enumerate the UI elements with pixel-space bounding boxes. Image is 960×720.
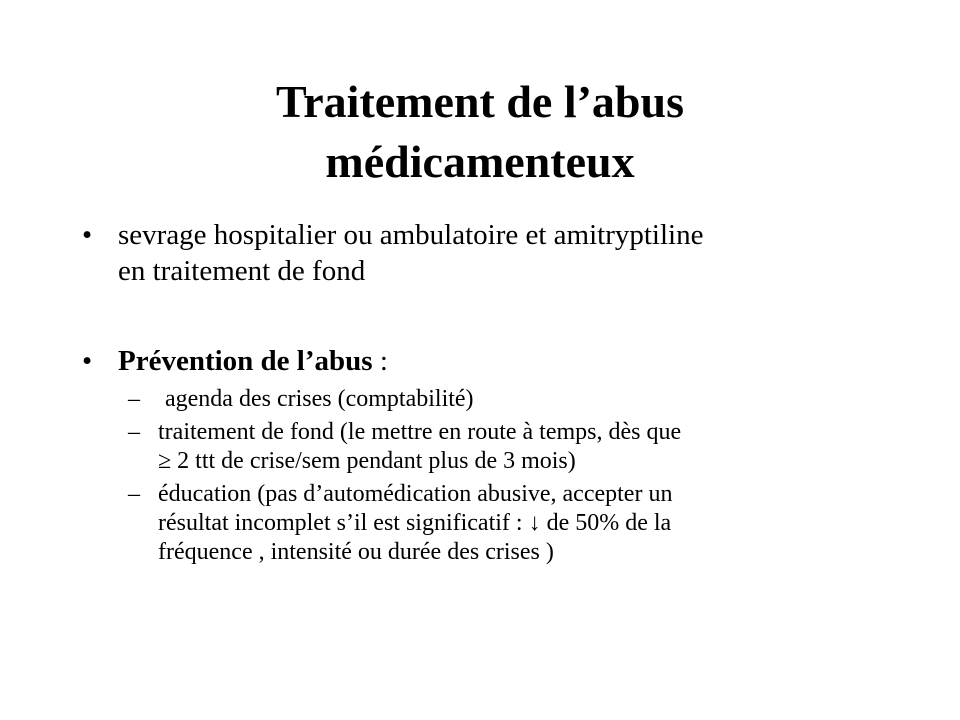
bullet-item-prevention: [82, 343, 902, 379]
bullet-text-line: en traitement de fond: [118, 255, 366, 287]
bullet-item-sevrage: [82, 217, 902, 289]
subitem-text-line: fréquence , intensité ou durée des crises ): [158, 539, 554, 565]
title-line-2: médicamenteux: [325, 135, 635, 187]
bullet-dot-icon: •: [82, 345, 93, 377]
bullet-dot-icon: •: [82, 219, 93, 251]
subitem-text-line: résultat incomplet s’il est significatif : ↓ de 50% de la: [158, 510, 672, 536]
subitem-text-line: agenda des crises (comptabilité): [165, 386, 474, 412]
dash-icon: –: [128, 481, 140, 507]
subitem-education: [82, 480, 902, 567]
slide-title: [0, 72, 960, 192]
subitem-text-line: éducation (pas d’automédication abusive, accepter un: [158, 481, 673, 507]
subitem-agenda: [82, 385, 902, 414]
bullet-text-line: sevrage hospitalier ou ambulatoire et amitryptiline: [118, 219, 704, 251]
dash-icon: –: [128, 386, 140, 412]
bullet-list: [82, 217, 902, 571]
title-line-1: Traitement de l’abus: [275, 76, 684, 127]
subitem-text-line: traitement de fond (le mettre en route à temps, dès que: [158, 419, 682, 445]
dash-icon: –: [128, 419, 140, 445]
prevention-colon: :: [372, 345, 388, 377]
subitem-text-line: ≥ 2 ttt de crise/sem pendant plus de 3 mois): [158, 448, 576, 474]
subitem-traitement-de-fond: [82, 418, 902, 476]
prevention-heading: Prévention de l’abus: [118, 345, 373, 377]
